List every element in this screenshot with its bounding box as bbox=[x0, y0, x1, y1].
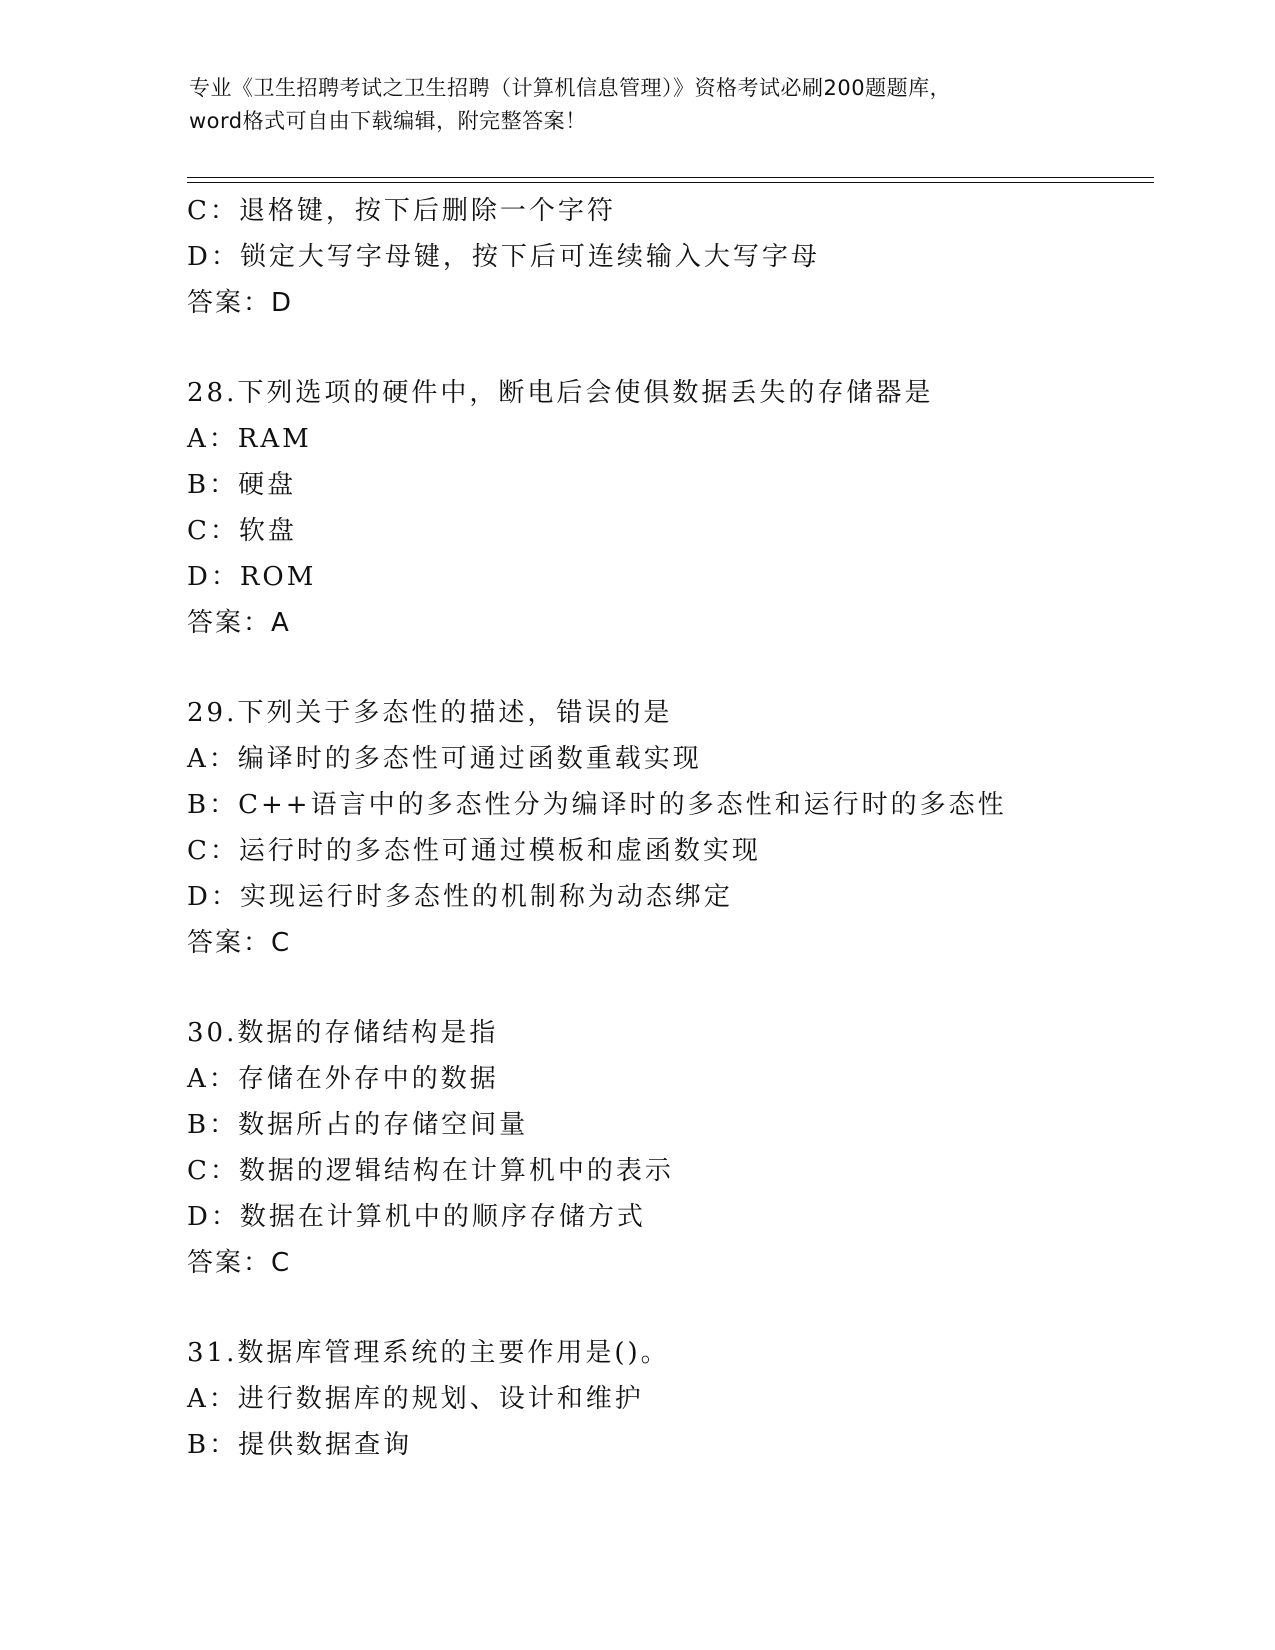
option-a: A：编译时的多态性可通过函数重载实现 bbox=[187, 744, 702, 774]
question-29 bbox=[187, 690, 1167, 966]
question-stem: 31.数据库管理系统的主要作用是()。 bbox=[187, 1338, 670, 1368]
option-b: B：硬盘 bbox=[187, 470, 297, 500]
option-c: C：数据的逻辑结构在计算机中的表示 bbox=[187, 1156, 674, 1186]
question-list bbox=[187, 188, 1167, 1468]
option-c: C：退格键，按下后删除一个字符 bbox=[187, 196, 616, 226]
answer: 答案：C bbox=[187, 1248, 292, 1278]
option-b: B：数据所占的存储空间量 bbox=[187, 1110, 529, 1140]
header-title-line-2: word格式可自由下载编辑，附完整答案！ bbox=[189, 109, 587, 133]
option-b: B：提供数据查询 bbox=[187, 1430, 413, 1460]
header-divider-bottom bbox=[187, 182, 1154, 183]
document-header bbox=[189, 72, 1089, 138]
question-28 bbox=[187, 370, 1167, 646]
option-c: C：软盘 bbox=[187, 516, 297, 546]
question-stem: 30.数据的存储结构是指 bbox=[187, 1018, 499, 1048]
question-31 bbox=[187, 1330, 1167, 1468]
question-27-continuation bbox=[187, 188, 1167, 326]
option-a: A：RAM bbox=[187, 424, 312, 454]
option-a: A：进行数据库的规划、设计和维护 bbox=[187, 1384, 644, 1414]
header-divider-top bbox=[187, 177, 1154, 178]
option-d: D：ROM bbox=[187, 562, 317, 592]
answer: 答案：D bbox=[187, 288, 294, 318]
spacer bbox=[187, 326, 1167, 370]
question-stem: 28.下列选项的硬件中，断电后会使俱数据丢失的存储器是 bbox=[187, 378, 934, 408]
question-stem: 29.下列关于多态性的描述，错误的是 bbox=[187, 698, 673, 728]
spacer bbox=[187, 966, 1167, 1010]
answer: 答案：A bbox=[187, 608, 291, 638]
spacer bbox=[187, 1286, 1167, 1330]
option-d: D：数据在计算机中的顺序存储方式 bbox=[187, 1202, 646, 1232]
header-title-line-1: 专业《卫生招聘考试之卫生招聘（计算机信息管理）》资格考试必刷200题题库， bbox=[189, 76, 952, 100]
option-d: D：实现运行时多态性的机制称为动态绑定 bbox=[187, 882, 733, 912]
option-c: C：运行时的多态性可通过模板和虚函数实现 bbox=[187, 836, 761, 866]
option-d: D：锁定大写字母键，按下后可连续输入大写字母 bbox=[187, 242, 820, 272]
question-30 bbox=[187, 1010, 1167, 1286]
spacer bbox=[187, 646, 1167, 690]
option-a: A：存储在外存中的数据 bbox=[187, 1064, 499, 1094]
option-b: B：C++语言中的多态性分为编译时的多态性和运行时的多态性 bbox=[187, 790, 1007, 820]
answer: 答案：C bbox=[187, 928, 292, 958]
